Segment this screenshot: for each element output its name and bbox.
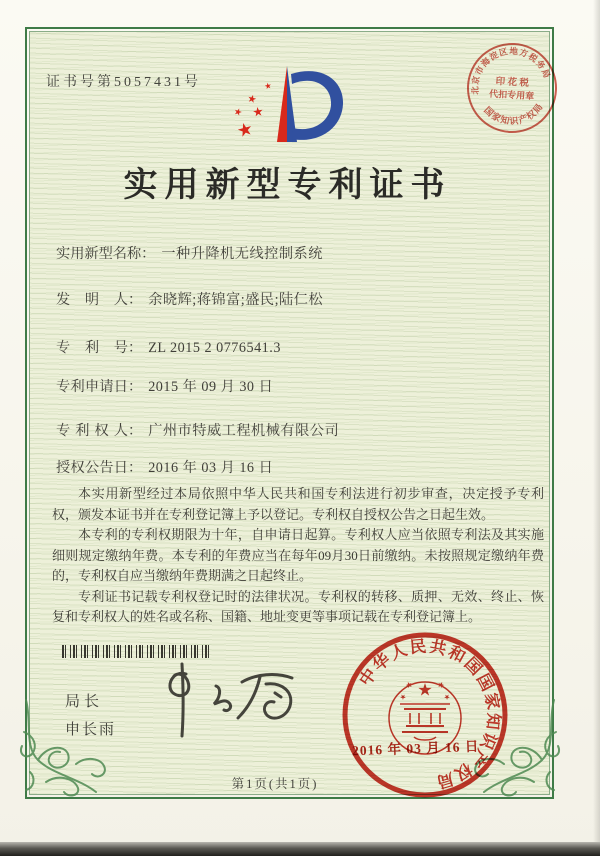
patent-office-logo xyxy=(230,58,370,154)
field-label: 专利权人 xyxy=(56,423,128,439)
field-value: 2015 年 09 月 30 日 xyxy=(148,379,274,395)
scan-edge-right xyxy=(593,0,600,842)
seal-ring-text: 中华人民共和国国家知识产权局 xyxy=(355,636,504,793)
field-colon: ： xyxy=(128,292,143,308)
certificate-title: 实用新型专利证书 xyxy=(123,167,452,204)
footer-page-number: 第1页(共1页) xyxy=(231,777,319,791)
seal-date-stamp: 2016 年 03 月 16 日 xyxy=(351,738,480,759)
field-colon: ： xyxy=(128,423,143,439)
signer-title: 局长 xyxy=(65,694,104,710)
signer-name: 申长雨 xyxy=(65,722,117,738)
field-value: 余晓辉;蒋锦富;盛民;陆仁松 xyxy=(148,292,324,308)
field-row-patent-number xyxy=(56,337,281,357)
body-paragraph: 本专利的专利权期限为十年，自申请日起算。专利权人应当依照专利法及其实施细则规定缴纳年费。本专利的年费应当在每年09月30日前缴纳。未按照规定缴纳年费的，专利权自应当缴纳年费期满之日起终止。 xyxy=(52,527,544,583)
logo-stars-icon xyxy=(234,82,272,137)
barcode xyxy=(62,645,213,658)
tax-seal-center-line2: 代扣专用章 xyxy=(488,88,535,102)
body-paragraph: 本实用新型经过本局依照中华人民共和国专利法进行初步审查，决定授予专利权，颁发本证书并在专利登记簿上予以登记。专利权自授权公告之日起生效。 xyxy=(52,486,544,522)
tax-seal-top-arc: 北京市海淀区地方税务局 xyxy=(469,45,553,95)
field-label: 专利号 xyxy=(56,340,128,356)
field-colon: ： xyxy=(141,246,156,262)
field-colon: ： xyxy=(128,340,143,356)
field-row-name xyxy=(56,243,323,263)
field-label: 专利申请日 xyxy=(56,379,128,395)
scan-edge-bottom xyxy=(0,842,600,856)
field-colon: ： xyxy=(128,460,143,476)
field-label: 发明人 xyxy=(56,292,128,308)
field-row-patentee xyxy=(56,420,339,440)
body-paragraph: 专利证书记载专利权登记时的法律状况。专利权的转移、质押、无效、终止、恢复和专利权人的姓名或名称、国籍、地址变更等事项记载在专利登记簿上。 xyxy=(52,588,544,624)
certificate-body xyxy=(52,484,544,628)
field-value: 一种升降机无线控制系统 xyxy=(161,246,323,262)
stamp-tax-seal xyxy=(462,38,563,139)
tax-seal-center-line1: 印 花 税 xyxy=(495,77,530,89)
signature-handwriting-icon xyxy=(158,660,306,742)
certificate-number: 证书号第5057431号 xyxy=(46,75,201,90)
field-value: 广州市特威工程机械有限公司 xyxy=(148,423,340,439)
field-row-inventors xyxy=(56,289,323,309)
field-row-grant-date xyxy=(56,457,273,477)
logo-p-bowl-icon xyxy=(291,71,343,140)
field-label: 实用新型名称 xyxy=(56,246,142,262)
svg-text:国家知识产权局 xyxy=(482,98,546,128)
field-value: 2016 年 03 月 16 日 xyxy=(148,460,274,476)
field-colon: ： xyxy=(128,379,143,395)
field-value: ZL 2015 2 0776541.3 xyxy=(148,340,281,356)
tax-seal-bottom-arc: 国家知识产权局 xyxy=(482,101,546,127)
field-row-filing-date xyxy=(56,376,273,396)
field-label: 授权公告日 xyxy=(56,460,128,476)
